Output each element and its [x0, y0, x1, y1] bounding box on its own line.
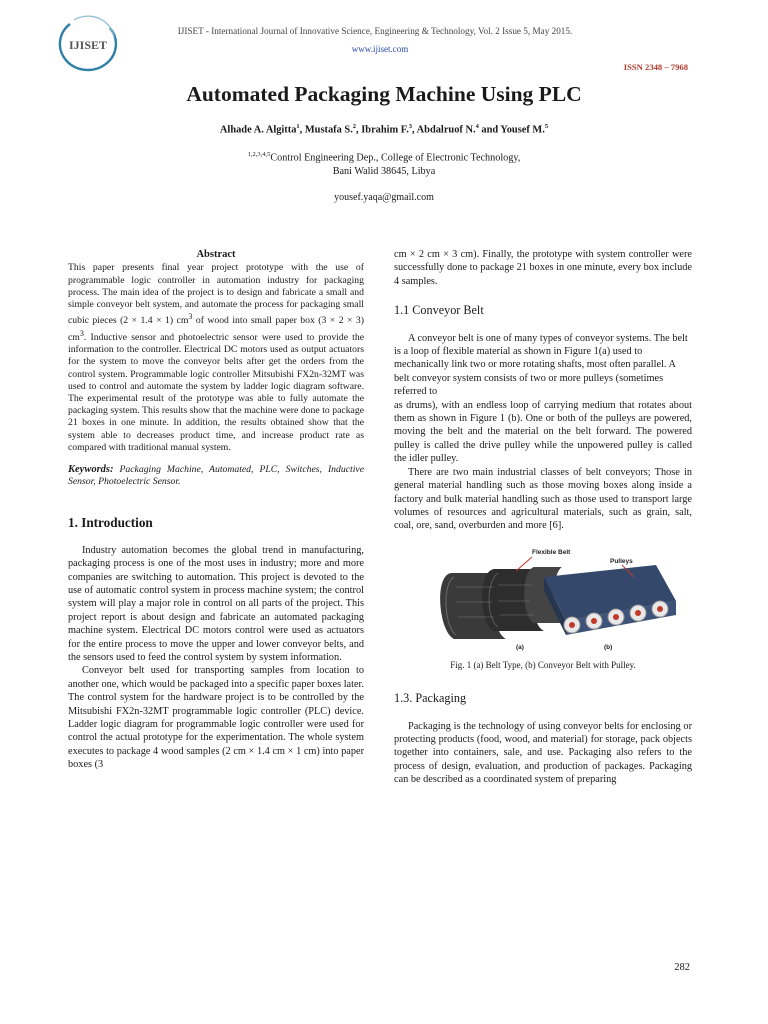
keywords-text: Packaging Machine, Automated, PLC, Switches, Inductive Sensor, Photoelectric Sensor. [68, 463, 364, 488]
figure-label-b: (b) [604, 643, 613, 651]
section-heading-packaging: 1.3. Packaging [394, 691, 467, 706]
figure-1-illustration [394, 547, 692, 651]
figure-label-a: (a) [516, 643, 524, 651]
author-name: Abdalruof N. [416, 124, 476, 136]
abstract-heading: Abstract [196, 249, 236, 260]
packaging-paragraph-1: Packaging is the technology of using conveyor belts for enclosing or protecting products (food, wood, and material) for storage, pack objects together into containers, sale, and use. Packaging also refers to the process of design, evaluation, and production of packages. Packaging can be described as a coordinated system of preparing [394, 720, 692, 786]
figure-1-caption: Fig. 1 (a) Belt Type, (b) Conveyor Belt with Pulley. [450, 659, 636, 670]
journal-url-link[interactable]: www.ijiset.com [351, 44, 409, 54]
belt-pointer-line [516, 557, 532, 571]
contact-email[interactable]: yousef.yaqa@gmail.com [334, 192, 434, 203]
page-number: 282 [674, 962, 690, 973]
paper-title: Automated Packaging Machine Using PLC [186, 82, 582, 106]
intro-paragraph-1: Industry automation becomes the global trend in manufacturing, packaging process is one of the most uses in industry; more and more companies are switching to automation. This project is devoted to the use of automatic control system in process machine system; the control system will play a major role in control on all parts of the project. This project report is about design and fabricate an automated packaging machine system. Electrical DC motors control were used as actuators for the entire process to move the upper and lower conveyor belts, and the sensors used to feed the control system by system information. [68, 544, 364, 663]
logo-arc-icon [74, 16, 114, 38]
abstract-sup-b: 3 [79, 328, 84, 338]
abstract-part-c: . Inductive sensor and photoelectric sensor were used to provide the information to the controller. Electrical DC motors used as output actuators for the system to move the conveyor belts after get the orders from the control system. Programmable logic controller Mitsubishi FX2n-32MT was used to control and automate the system by ladder logic diagram software. The experimental result of the prototype was able to fully automate the packaging system. This results show that the machine were done to package 21 boxes in one minute. In addition, the results obtained show that the system able to decreases product time, and increase product rate as compared with traditional manual system. [68, 331, 364, 453]
affiliation-line-2: Bani Walid 38645, Libya [332, 166, 436, 178]
author-sep: and [478, 124, 501, 136]
keywords [68, 464, 364, 488]
author-sup: 4 [475, 123, 479, 130]
figure-label-flexible-belt: Flexible Belt [532, 548, 571, 556]
intro-paragraph-2: Conveyor belt used for transporting samples from location to another one, which would be packaged into a specific paper boxes later. The control system for the hardware project is to be controlled by the Mitsubishi FX2n-32MT programmable logic controller (PLC) device. Ladder logic diagram for programmable logic controller were used for control the actual prototype for the experimentation. The whole system executes to package 4 wood samples (2 cm × 1.4 cm × 1 cm) into paper boxes (3 [68, 665, 364, 771]
intro-continuation: cm × 2 cm × 3 cm). Finally, the prototype with system controller were successfully done to package 21 boxes in one minute, every box include 4 samples. [394, 249, 692, 287]
author-name: Alhade A. Algitta [219, 124, 297, 136]
author-sep: , [356, 124, 362, 136]
author-sep: , [299, 124, 305, 136]
journal-citation: IJISET - International Journal of Innovative Science, Engineering & Technology, Vol. 2 Issue 5, May 2015. [177, 26, 573, 36]
author-sup: 5 [544, 123, 549, 130]
author-sup: 3 [408, 123, 413, 130]
author-sup: 1 [296, 123, 300, 130]
author-list [0, 123, 768, 135]
affiliation-sup: 1,2,3,4,5 [247, 151, 271, 158]
author-name: Yousef M. [500, 124, 545, 136]
conveyor-pulley-image [544, 565, 676, 635]
section-heading-introduction: 1. Introduction [68, 515, 153, 531]
journal-logo [56, 14, 120, 72]
flexible-belt-image [440, 567, 562, 639]
right-column [394, 248, 692, 787]
left-column [68, 248, 364, 772]
affiliation [0, 148, 768, 179]
author-sup: 2 [352, 123, 357, 130]
author-name: Ibrahim F. [361, 124, 409, 136]
abstract-part-a: This paper presents final year project prototype with the use of programmable logic controller in automation industry for packaging process. The main idea of the project is to design and fabricate a small and simple conveyor belt system, and automate the process for packaging small cubic pieces (2 × 1.4 × 1) cm [68, 262, 364, 327]
abstract-text [68, 262, 364, 454]
author-name: Mustafa S. [304, 124, 353, 136]
conveyor-paragraph-1a: A conveyor belt is one of many types of conveyor systems. The belt is a loop of flexible material as shown in Figure 1(a) used to mechanically link two or more rotating shafts, most often parallel. A belt conveyor system consists of two or more pulleys (sometimes referred to [394, 332, 688, 398]
figure-1 [394, 547, 692, 651]
affiliation-line-1: Control Engineering Dep., College of Electronic Technology, [270, 152, 521, 164]
conveyor-paragraph-1b: as drums), with an endless loop of carrying medium that rotates about them as shown in Figure 1 (b). One or both of the pulleys are powered, moving the belt and the material on the belt forward. The powered pulley is called the drive pulley while the unpowered pulley is called the idler pulley. [394, 399, 692, 465]
conveyor-paragraph-2: There are two main industrial classes of belt conveyors; Those in general material handling such as those moving boxes along inside a factory and bulk material handling such as those used to transport large volumes of resources and agricultural materials, such as grain, salt, coal, ore, sand, overburden and more [6]. [394, 466, 692, 532]
figure-label-pulleys: Pulleys [610, 557, 633, 565]
author-sep: , [412, 124, 417, 136]
logo-text: IJISET [68, 38, 108, 52]
issn-label: ISSN 2348 – 7968 [623, 62, 688, 72]
section-heading-conveyor-belt: 1.1 Conveyor Belt [394, 303, 484, 318]
keywords-label: Keywords: [68, 463, 114, 475]
abstract-sup-a: 3 [188, 312, 193, 322]
abstract-part-b: of wood into small paper box (3 × 2 × 3) cm [68, 315, 364, 343]
